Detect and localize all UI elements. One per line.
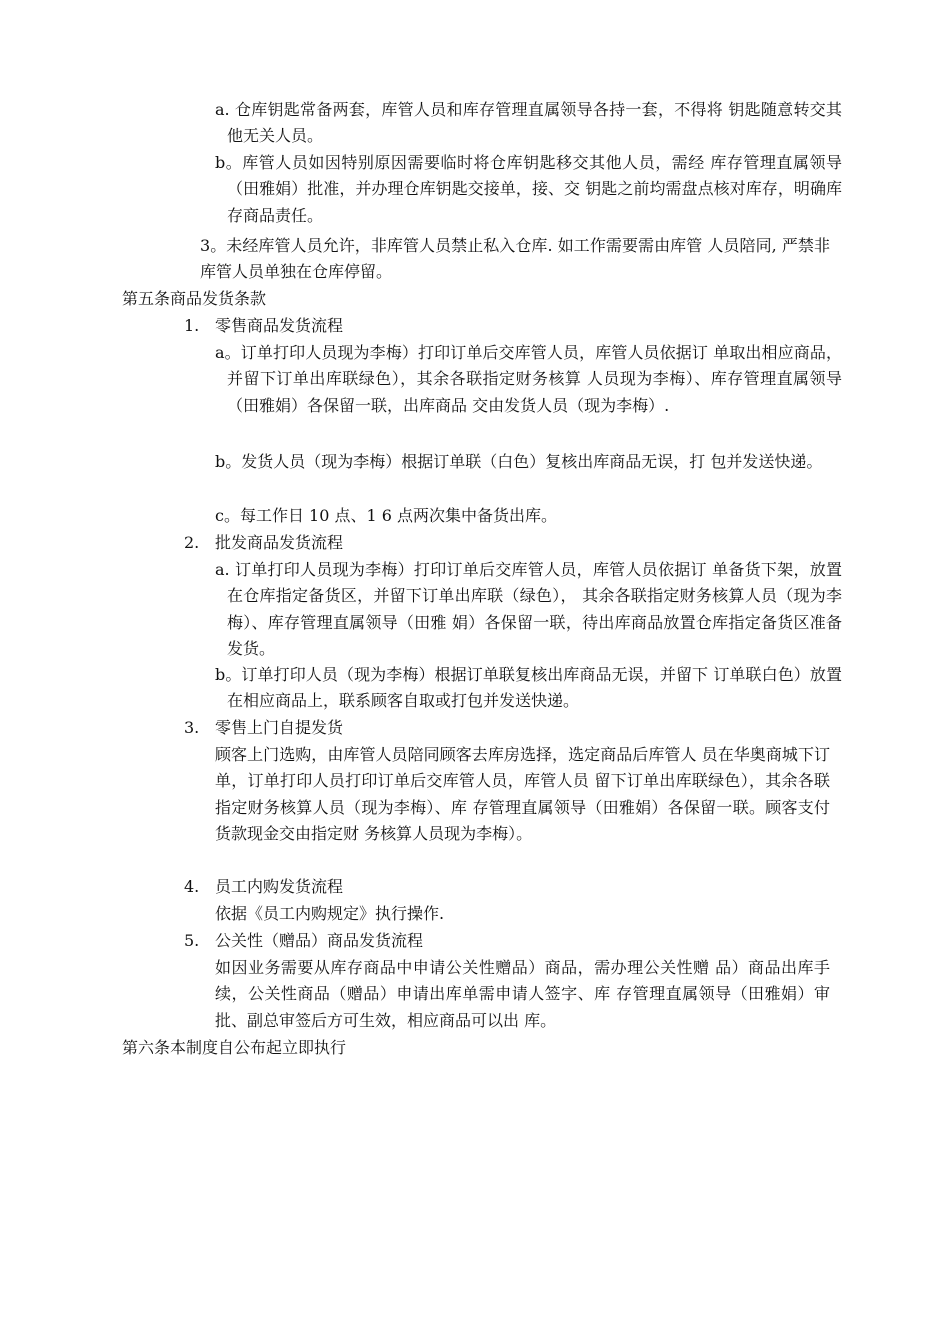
- section-3-title: 零售上门自提发货: [215, 718, 344, 737]
- section-5-number: 5.: [184, 931, 200, 950]
- section-4-number: 4.: [184, 877, 200, 896]
- key-rule-b: b。库管人员如因特别原因需要临时将仓库钥匙移交其他人员，需经 库存管理直属领导（田雅娟）批准，并办理仓库钥匙交接单，接、交 钥匙之前均需盘点核对库存，明确库存商品责任。: [215, 153, 842, 225]
- clause5-heading: 第五条商品发货条款: [122, 289, 267, 308]
- section-1-title: 零售商品发货流程: [215, 316, 344, 335]
- clause6-heading: 第六条本制度自公布起立即执行: [122, 1038, 347, 1057]
- section-4-title: 员工内购发货流程: [215, 877, 344, 896]
- section-5-title: 公关性（赠品）商品发货流程: [215, 931, 424, 950]
- section-4-body: 依据《员工内购规定》执行操作.: [215, 904, 445, 923]
- section-3-body: 顾客上门选购，由库管人员陪同顾客去库房选择，选定商品后库管人 员在华奥商城下订单，订单打印人员打印订单后交库管人员，库管人员 留下订单出库联绿色），其余各联指定财务核算人员（现为李梅）、库 存管理直属领导（田雅娟）各保留一联。顾客支付货款现金交由指定财 务核算人员现为李梅）。: [215, 745, 830, 843]
- section-5-body: 如因业务需要从库存商品中申请公关性赠品）商品，需办理公关性赠 品）商品出库手续，公关性商品（赠品）申请出库单需申请人签字、库 存管理直属领导（田雅娟）审批、副总审签后方可生效，相应商品可以出 库。: [215, 958, 830, 1030]
- section-2-item-b: b。订单打印人员（现为李梅）根据订单联复核出库商品无误，并留下 订单联白色）放置在相应商品上，联系顾客自取或打包并发送快递。: [215, 665, 842, 711]
- section-2-title: 批发商品发货流程: [215, 533, 344, 552]
- section-3-number: 3.: [184, 718, 200, 737]
- section-1-item-b: b。发货人员（现为李梅）根据订单联（白色）复核出库商品无误，打 包并发送快递。: [215, 452, 823, 471]
- clause4-item-3: 3。未经库管人员允许，非库管人员禁止私入仓库. 如工作需要需由库管 人员陪同, 严禁非库管人员单独在仓库停留。: [200, 236, 830, 282]
- key-rule-a: a. 仓库钥匙常备两套，库管人员和库存管理直属领导各持一套，不得将 钥匙随意转交其他无关人员。: [215, 100, 842, 146]
- section-1-item-c: c。每工作日 10 点、1 6 点两次集中备货出库。: [215, 506, 558, 525]
- section-2-number: 2.: [184, 533, 200, 552]
- section-1-number: 1.: [184, 316, 200, 335]
- section-1-item-a: a。订单打印人员现为李梅）打印订单后交库管人员，库管人员依据订 单取出相应商品，并留下订单出库联绿色），其余各联指定财务核算 人员现为李梅）、库存管理直属领导（田雅娟）各保留一联，出库商品 交由发货人员（现为李梅）.: [215, 343, 842, 415]
- section-2-item-a: a. 订单打印人员现为李梅）打印订单后交库管人员，库管人员依据订 单备货下架，放置在仓库指定备货区，并留下订单出库联（绿色）， 其余各联指定财务核算人员（现为李梅）、库存管理直属领导（田雅 娟）各保留一联，待出库商品放置仓库指定备货区准备发货。: [215, 560, 842, 658]
